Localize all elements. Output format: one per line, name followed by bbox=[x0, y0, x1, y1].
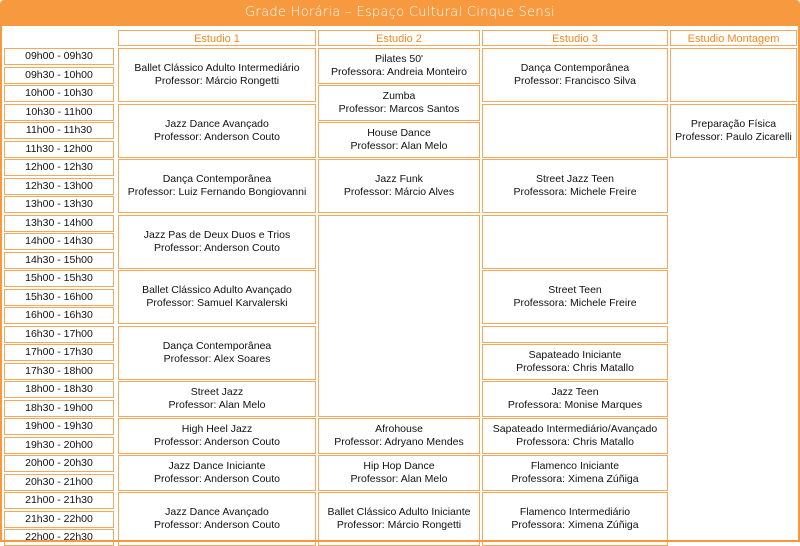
time-slot: 21h00 - 21h30 bbox=[4, 492, 114, 509]
class-name: House Dance bbox=[367, 126, 431, 139]
class-teacher: Professor: Anderson Couto bbox=[153, 241, 281, 254]
time-slot: 16h00 - 16h30 bbox=[4, 307, 114, 324]
class-name: Hip Hop Dance bbox=[363, 459, 435, 472]
empty-block bbox=[318, 215, 480, 417]
time-slot: 21h30 - 22h00 bbox=[4, 511, 114, 528]
class-name: Jazz Funk bbox=[375, 173, 423, 185]
class-block bbox=[482, 48, 668, 102]
class-name: Afrohouse bbox=[375, 422, 423, 435]
time-slot: 22h00 - 22h30 bbox=[4, 529, 114, 546]
class-teacher: Professor: Anderson Couto bbox=[153, 130, 281, 143]
class-block bbox=[482, 270, 668, 324]
time-slot: 15h30 - 16h00 bbox=[4, 289, 114, 306]
class-teacher: Professor: Samuel Karvalerski bbox=[146, 297, 288, 309]
time-slot: 19h30 - 20h00 bbox=[4, 437, 114, 454]
studio-header: Estudio 3 bbox=[482, 30, 668, 46]
time-slot: 12h30 - 13h00 bbox=[4, 178, 114, 195]
class-teacher: Professor: Anderson Couto bbox=[153, 472, 281, 485]
class-teacher: Professor: Anderson Couto bbox=[153, 519, 281, 531]
class-teacher: Professor: Alan Melo bbox=[350, 472, 448, 485]
class-teacher: Professor: Alan Melo bbox=[350, 139, 448, 152]
class-teacher: Professor: Anderson Couto bbox=[153, 435, 281, 448]
class-name: Flamenco Iniciante bbox=[530, 459, 620, 472]
class-teacher: Professora: Michele Freire bbox=[513, 186, 637, 198]
class-block bbox=[118, 215, 316, 269]
class-name: Dança Contemporânea bbox=[520, 62, 630, 74]
time-slot: 20h30 - 21h00 bbox=[4, 474, 114, 491]
class-block bbox=[118, 326, 316, 380]
class-teacher: Professor: Marcos Santos bbox=[338, 102, 460, 115]
time-slot: 20h00 - 20h30 bbox=[4, 455, 114, 472]
class-teacher: Professora: Andreia Monteiro bbox=[331, 65, 467, 78]
class-block bbox=[482, 159, 668, 213]
class-name: High Heel Jazz bbox=[181, 422, 253, 435]
class-name: Pilates 50' bbox=[374, 52, 424, 65]
class-name: Sapateado Iniciante bbox=[528, 348, 622, 361]
studio-header: Estudio 1 bbox=[118, 30, 316, 46]
class-block bbox=[318, 492, 480, 546]
class-block bbox=[482, 492, 668, 546]
studio-header: Estudio 2 bbox=[318, 30, 480, 46]
empty-block bbox=[482, 215, 668, 269]
class-name: Jazz Dance Iniciante bbox=[168, 459, 266, 472]
class-name: Dança Contemporânea bbox=[162, 173, 272, 185]
class-teacher: Professor: Alex Soares bbox=[163, 352, 271, 365]
time-slot: 11h30 - 12h00 bbox=[4, 141, 114, 158]
class-teacher: Professor: Alan Melo bbox=[168, 398, 266, 411]
class-name: Jazz Dance Avançado bbox=[165, 506, 269, 518]
class-name: Preparação Física bbox=[690, 117, 777, 130]
empty-block bbox=[482, 104, 668, 158]
empty-block bbox=[482, 326, 668, 343]
class-block bbox=[118, 48, 316, 102]
time-slot: 12h00 - 12h30 bbox=[4, 159, 114, 176]
time-slot: 14h00 - 14h30 bbox=[4, 233, 114, 250]
time-slot: 14h30 - 15h00 bbox=[4, 252, 114, 269]
time-slot: 18h00 - 18h30 bbox=[4, 381, 114, 398]
time-slot: 09h00 - 09h30 bbox=[4, 48, 114, 65]
class-teacher: Professora: Michele Freire bbox=[513, 297, 637, 309]
class-name: Jazz Teen bbox=[551, 385, 599, 398]
class-block bbox=[482, 455, 668, 491]
class-name: Street Teen bbox=[548, 284, 602, 296]
time-slot: 13h30 - 14h00 bbox=[4, 215, 114, 232]
time-slot: 13h00 - 13h30 bbox=[4, 196, 114, 213]
class-teacher: Professor: Paulo Zicarelli bbox=[675, 130, 792, 143]
time-slot: 10h30 - 11h00 bbox=[4, 104, 114, 121]
class-name: Ballet Clássico Adulto Avançado bbox=[142, 284, 292, 296]
class-block bbox=[118, 418, 316, 454]
time-slot: 17h00 - 17h30 bbox=[4, 344, 114, 361]
time-slot: 16h30 - 17h00 bbox=[4, 326, 114, 343]
time-slot: 18h30 - 19h00 bbox=[4, 400, 114, 417]
time-slot: 10h00 - 10h30 bbox=[4, 85, 114, 102]
time-slot: 15h00 - 15h30 bbox=[4, 270, 114, 287]
class-teacher: Professora: Chris Matallo bbox=[516, 361, 634, 374]
class-teacher: Professor: Adryano Mendes bbox=[334, 435, 464, 448]
class-block bbox=[482, 418, 668, 454]
class-name: Jazz Pas de Deux Duos e Trios bbox=[143, 228, 291, 241]
class-teacher: Professor: Márcio Rongetti bbox=[154, 75, 280, 87]
class-name: Zumba bbox=[382, 89, 416, 102]
class-block bbox=[118, 492, 316, 546]
class-teacher: Professora: Monise Marques bbox=[507, 398, 643, 411]
class-name: Sapateado Intermediário/Avançado bbox=[492, 422, 658, 435]
time-slot: 17h30 - 18h00 bbox=[4, 363, 114, 380]
class-block bbox=[318, 418, 480, 454]
class-name: Ballet Clássico Adulto Intermediário bbox=[134, 62, 300, 74]
class-block bbox=[118, 159, 316, 213]
class-name: Jazz Dance Avançado bbox=[165, 117, 269, 130]
class-teacher: Professor: Márcio Rongetti bbox=[336, 519, 462, 531]
class-block bbox=[318, 48, 480, 84]
class-name: Dança Contemporânea bbox=[162, 339, 272, 352]
class-name: Street Jazz bbox=[190, 385, 244, 398]
class-block bbox=[318, 455, 480, 491]
class-teacher: Professor: Francisco Silva bbox=[514, 75, 636, 87]
class-block bbox=[670, 104, 797, 158]
class-block bbox=[482, 344, 668, 380]
class-teacher: Professora: Ximena Zúñiga bbox=[511, 519, 639, 531]
time-slot: 11h00 - 11h30 bbox=[4, 122, 114, 139]
class-block bbox=[118, 270, 316, 324]
class-block bbox=[118, 381, 316, 417]
studio-header: Estudio Montagem bbox=[670, 30, 797, 46]
class-teacher: Professora: Chris Matallo bbox=[516, 435, 634, 448]
class-block bbox=[482, 381, 668, 417]
class-name: Ballet Clássico Adulto Iniciante bbox=[327, 506, 471, 518]
time-slot: 09h30 - 10h00 bbox=[4, 67, 114, 84]
class-block bbox=[118, 104, 316, 158]
class-block bbox=[318, 122, 480, 158]
class-teacher: Professor: Luiz Fernando Bongiovanni bbox=[127, 186, 307, 198]
time-slot: 19h00 - 19h30 bbox=[4, 418, 114, 435]
class-block bbox=[118, 455, 316, 491]
class-block bbox=[318, 85, 480, 121]
empty-block bbox=[670, 48, 797, 102]
schedule-title: Grade Horária – Espaço Cultural Cinque Sensi bbox=[0, 0, 800, 26]
class-teacher: Professor: Márcio Alves bbox=[343, 186, 455, 198]
class-name: Street Jazz Teen bbox=[535, 173, 615, 185]
class-teacher: Professora: Ximena Zúñiga bbox=[511, 472, 639, 485]
class-name: Flamenco Intermediário bbox=[519, 506, 631, 518]
class-block bbox=[318, 159, 480, 213]
